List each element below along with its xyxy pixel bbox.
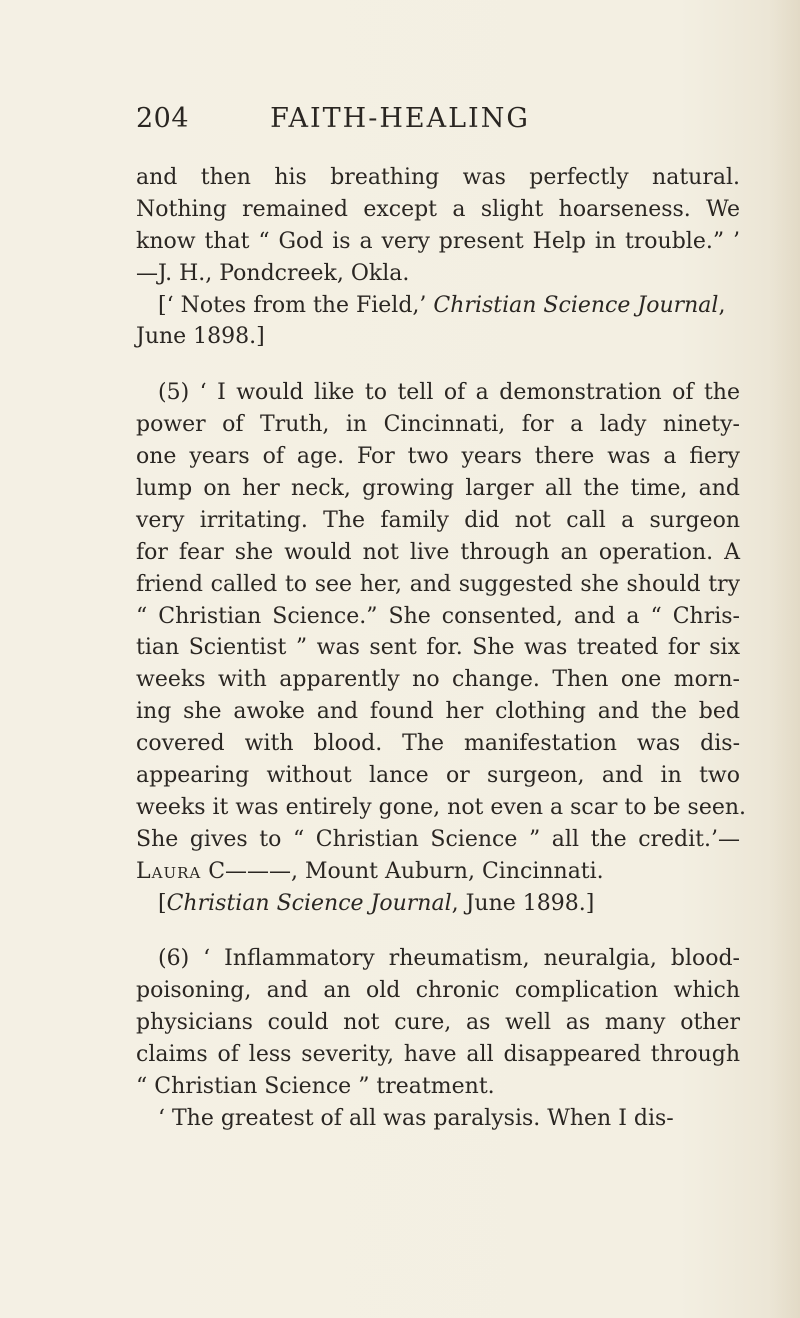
text-line: covered with blood. The manifestation was dis- <box>136 731 740 757</box>
text-line: poisoning, and an old chronic complication which <box>136 978 740 1004</box>
text-line: and then his breathing was perfectly natural. <box>136 165 740 190</box>
text-line: She gives to “ Christian Science ” all the credit.’— <box>136 826 740 852</box>
text-line: tian Scientist ” was sent for. She was treated for six <box>136 635 740 661</box>
text-line: “ Christian Science.” She consented, and a “ Chris- <box>136 603 740 629</box>
text-line: June 1898.] <box>136 324 265 350</box>
text-line: appearing without lance or surgeon, and in two <box>136 763 740 789</box>
text-line: physicians could not cure, as well as many other <box>136 1010 740 1036</box>
citation-line <box>136 888 740 920</box>
text-line: ‘ The greatest of all was paralysis. When I dis- <box>158 1105 674 1131</box>
page-header <box>0 103 800 143</box>
journal-title: Christian Science Journal <box>433 292 719 318</box>
citation-line <box>136 290 740 322</box>
citation-bracket: [ <box>158 890 167 916</box>
text-line: very irritating. The family did not call a surgeon <box>136 507 740 533</box>
text-line: (5) ‘ I would like to tell of a demonstration of the <box>158 380 740 406</box>
text-line: friend called to see her, and suggested she should try <box>136 571 740 597</box>
author-name: Laura <box>136 858 202 884</box>
text-line: claims of less severity, have all disappeared through <box>136 1042 740 1068</box>
author-line <box>136 856 740 888</box>
citation-prefix: [‘ Notes from the Field,’ <box>158 292 434 318</box>
text-line: weeks with apparently no change. Then one morn- <box>136 667 740 693</box>
text-line: know that “ God is a very present Help in trouble.” ’ <box>136 228 740 254</box>
paragraph-gap <box>136 353 740 377</box>
journal-title: Christian Science Journal <box>166 890 452 916</box>
running-head: FAITH-HEALING <box>270 103 530 134</box>
text-line: Nothing remained except a slight hoarseness. We <box>136 196 740 222</box>
citation-comma: , <box>718 292 726 318</box>
body-text <box>136 162 747 1135</box>
text-line: ing she awoke and found her clothing and the bed <box>136 699 740 725</box>
text-line: (6) ‘ Inflammatory rheumatism, neuralgia, blood- <box>158 946 740 972</box>
citation-date: , June 1898.] <box>451 890 595 916</box>
text-line: one years of age. For two years there was a fiery <box>136 444 740 470</box>
text-line: weeks it was entirely gone, not even a scar to be seen. <box>136 794 747 820</box>
author-location: C———, Mount Auburn, Cincinnati. <box>201 858 604 884</box>
text-line: lump on her neck, growing larger all the time, and <box>136 476 740 502</box>
text-line: “ Christian Science ” treatment. <box>136 1074 495 1100</box>
text-line: for fear she would not live through an operation. A <box>136 539 740 565</box>
paragraph-gap <box>136 919 740 943</box>
text-line: —J. H., Pondcreek, Okla. <box>136 260 410 286</box>
page-number: 204 <box>136 103 190 134</box>
text-line: power of Truth, in Cincinnati, for a lady ninety- <box>136 412 740 438</box>
